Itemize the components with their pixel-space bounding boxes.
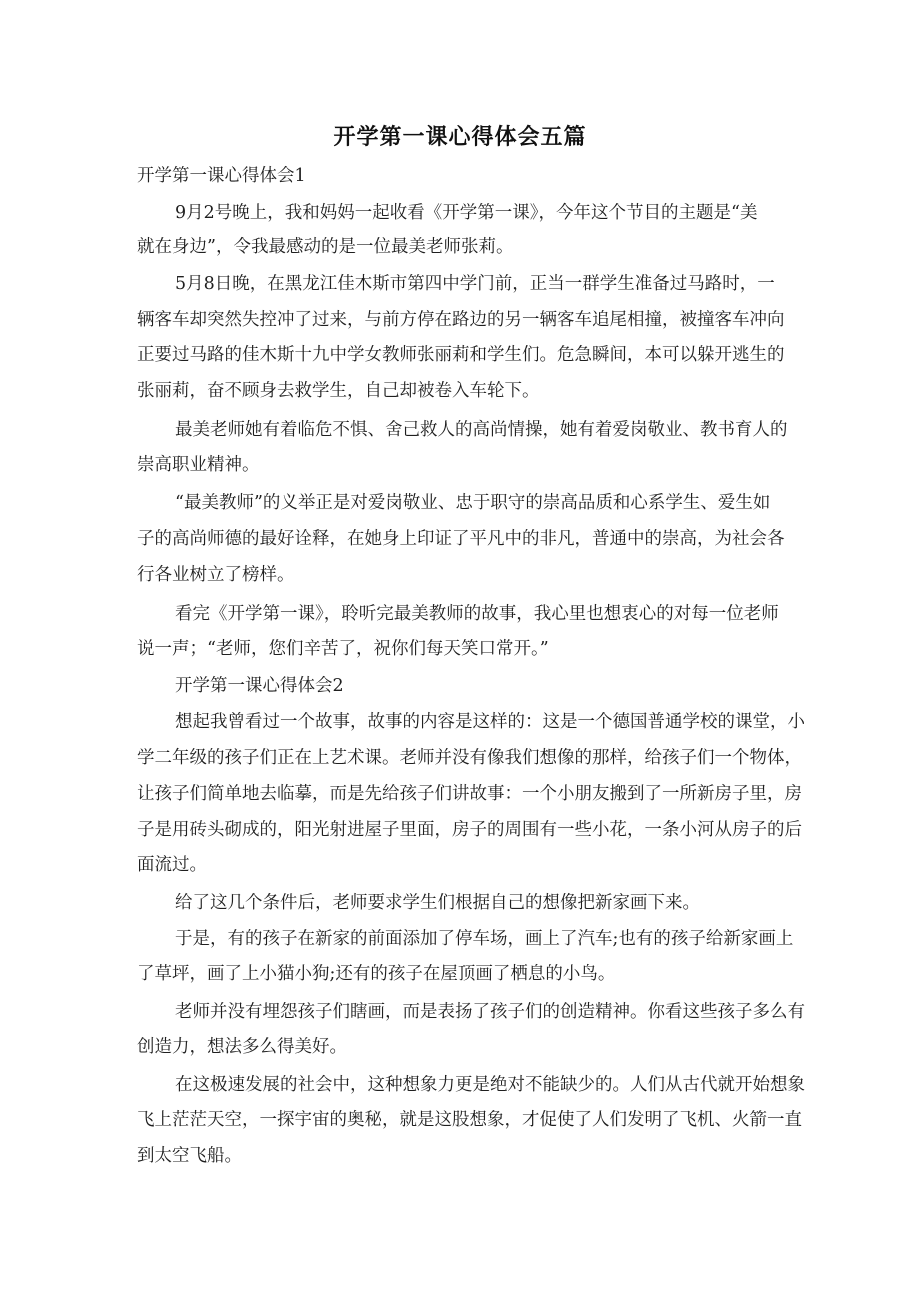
paragraph-line: 看完《开学第一课》，聆听完最美教师的故事，我心里也想衷心的对每一位老师: [175, 604, 779, 624]
paragraph-line: 辆客车却突然失控冲了过来，与前方停在路边的另一辆客车追尾相撞，被撞客车冲向: [137, 310, 785, 330]
paragraph-line: 说一声；“老师，您们辛苦了，祝你们每天笑口常开。”: [137, 639, 549, 659]
paragraph-line: 给了这几个条件后，老师要求学生们根据自己的想像把新家画下来。: [175, 893, 700, 913]
paragraph-line: 面流过。: [137, 855, 207, 875]
paragraph-line: 正要过马路的佳木斯十九中学女教师张丽莉和学生们。危急瞬间，本可以躲开逃生的: [137, 345, 785, 365]
paragraph-line: 于是，有的孩子在新家的前面添加了停车场，画上了汽车;也有的孩子给新家画上: [175, 929, 794, 949]
paragraph-line: 了草坪，画了上小猫小狗;还有的孩子在屋顶画了栖息的小鸟。: [137, 964, 616, 984]
paragraph-line: 子是用砖头砌成的，阳光射进屋子里面，房子的周围有一些小花，一条小河从房子的后: [137, 820, 802, 840]
paragraph-line: 在这极速发展的社会中，这种想象力更是绝对不能缺少的。人们从古代就开始想象: [175, 1075, 805, 1095]
paragraph-line: 行各业树立了榜样。: [137, 565, 295, 585]
paragraph-line: 开学第一课心得体会2: [175, 676, 344, 696]
paragraph-line: 崇高职业精神。: [137, 455, 260, 475]
paragraph-line: 5月8日晚，在黑龙江佳木斯市第四中学门前，正当一群学生准备过马路时，一: [175, 274, 775, 294]
paragraph-line: 老师并没有埋怨孩子们瞎画，而是表扬了孩子们的创造精神。你看这些孩子多么有: [175, 1002, 805, 1022]
document-title: 开学第一课心得体会五篇: [333, 125, 587, 150]
paragraph-line: 最美老师她有着临危不惧、舍己救人的高尚情操，她有着爱岗敬业、教书育人的: [175, 420, 788, 440]
paragraph-line: 到太空飞船。: [137, 1146, 242, 1166]
section-heading: 开学第一课心得体会1: [137, 166, 306, 186]
paragraph-line: 张丽莉，奋不顾身去救学生，自己却被卷入车轮下。: [137, 381, 540, 401]
paragraph-line: 想起我曾看过一个故事，故事的内容是这样的：这是一个德国普通学校的课堂，小: [175, 712, 805, 732]
paragraph-line: 飞上茫茫天空，一探宇宙的奥秘，就是这股想象，才促使了人们发明了飞机、火箭一直: [137, 1110, 802, 1130]
paragraph-line: 创造力，想法多么得美好。: [137, 1037, 347, 1057]
paragraph-line: “最美教师”的义举正是对爱岗敬业、忠于职守的崇高品质和心系学生、爱生如: [175, 493, 771, 513]
paragraph-line: 让孩子们简单地去临摹，而是先给孩子们讲故事：一个小朋友搬到了一所新房子里，房: [137, 784, 802, 804]
paragraph-line: 就在身边”，令我最感动的是一位最美老师张莉。: [137, 237, 514, 257]
paragraph-line: 学二年级的孩子们正在上艺术课。老师并没有像我们想像的那样，给孩子们一个物体，: [137, 748, 802, 768]
paragraph-line: 9月2号晚上，我和妈妈一起收看《开学第一课》，今年这个节目的主题是“美: [175, 203, 758, 223]
paragraph-line: 子的高尚师德的最好诠释，在她身上印证了平凡中的非凡，普通中的崇高，为社会各: [137, 529, 785, 549]
